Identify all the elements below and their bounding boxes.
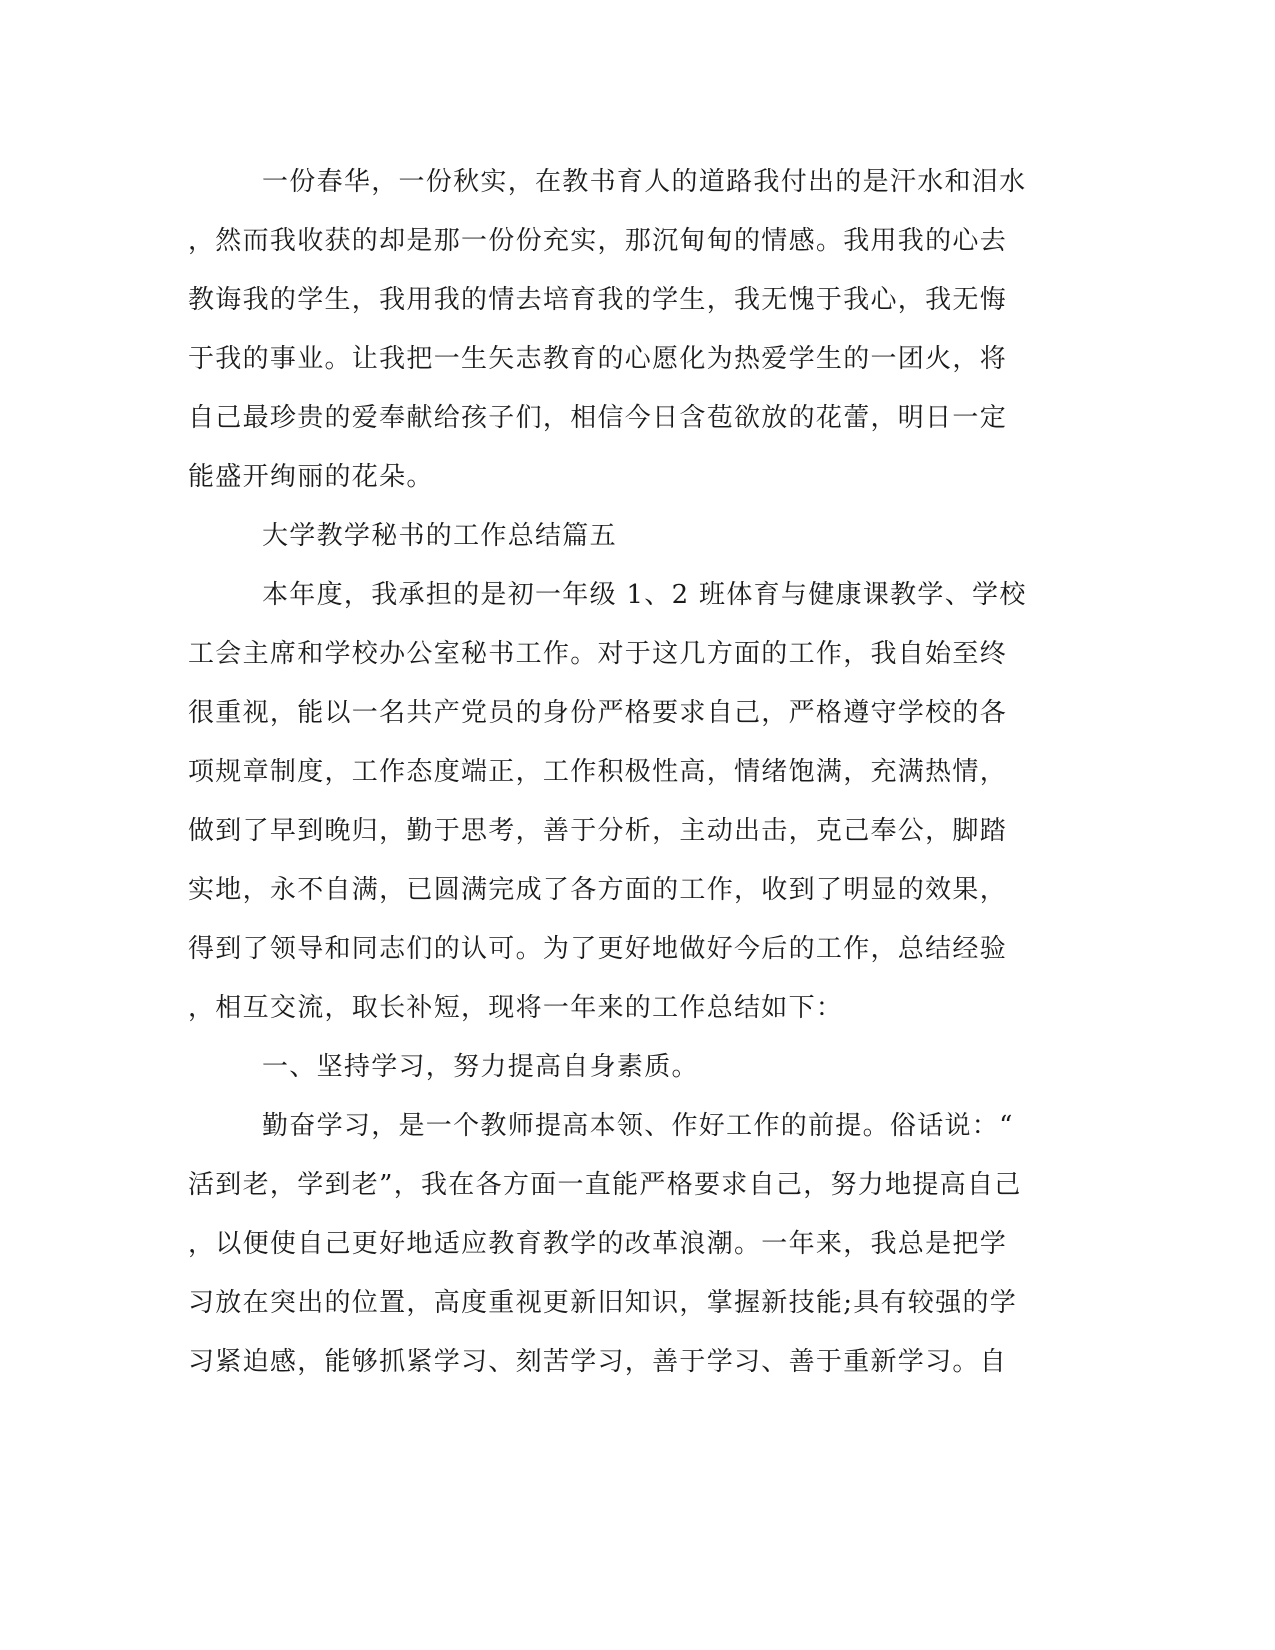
paragraph-line: 项规章制度，工作态度端正，工作积极性高，情绪饱满，充满热情， <box>188 757 1008 787</box>
paragraph-line: 于我的事业。让我把一生矢志教育的心愿化为热爱学生的一团火，将 <box>188 344 1008 374</box>
paragraph-line: ，相互交流，取长补短，现将一年来的工作总结如下： <box>188 993 844 1023</box>
paragraph-line: 勤奋学习，是一个教师提高本领、作好工作的前提。俗话说：“ <box>262 1111 1014 1141</box>
paragraph-line: 很重视，能以一名共产党员的身份严格要求自己，严格遵守学校的各 <box>188 698 1008 728</box>
paragraph-line: 实地，永不自满，已圆满完成了各方面的工作，收到了明显的效果， <box>188 875 1008 905</box>
subsection-heading: 一、坚持学习，努力提高自身素质。 <box>262 1052 699 1082</box>
paragraph-line: 工会主席和学校办公室秘书工作。对于这几方面的工作，我自始至终 <box>188 639 1008 669</box>
paragraph-line: 活到老，学到老”，我在各方面一直能严格要求自己，努力地提高自己 <box>188 1170 1022 1200</box>
paragraph-line: 做到了早到晚归，勤于思考，善于分析，主动出击，克己奉公，脚踏 <box>188 816 1008 846</box>
paragraph-line: ，然而我收获的却是那一份份充实，那沉甸甸的情感。我用我的心去 <box>188 226 1008 256</box>
paragraph-line: 自己最珍贵的爱奉献给孩子们，相信今日含苞欲放的花蕾，明日一定 <box>188 403 1008 433</box>
paragraph-line: 教诲我的学生，我用我的情去培育我的学生，我无愧于我心，我无悔 <box>188 285 1008 315</box>
paragraph-line: 习紧迫感，能够抓紧学习、刻苦学习，善于学习、善于重新学习。自 <box>188 1347 1008 1377</box>
paragraph-line: ，以便使自己更好地适应教育教学的改革浪潮。一年来，我总是把学 <box>188 1229 1008 1259</box>
paragraph-line: 本年度，我承担的是初一年级 1、2 班体育与健康课教学、学校 <box>262 580 1027 610</box>
paragraph-line: 一份春华，一份秋实，在教书育人的道路我付出的是汗水和泪水 <box>262 167 1027 197</box>
paragraph-line: 能盛开绚丽的花朵。 <box>188 462 434 492</box>
paragraph-line: 习放在突出的位置，高度重视更新旧知识，掌握新技能;具有较强的学 <box>188 1288 1018 1318</box>
section-heading: 大学教学秘书的工作总结篇五 <box>262 521 617 551</box>
paragraph-line: 得到了领导和同志们的认可。为了更好地做好今后的工作，总结经验 <box>188 934 1008 964</box>
